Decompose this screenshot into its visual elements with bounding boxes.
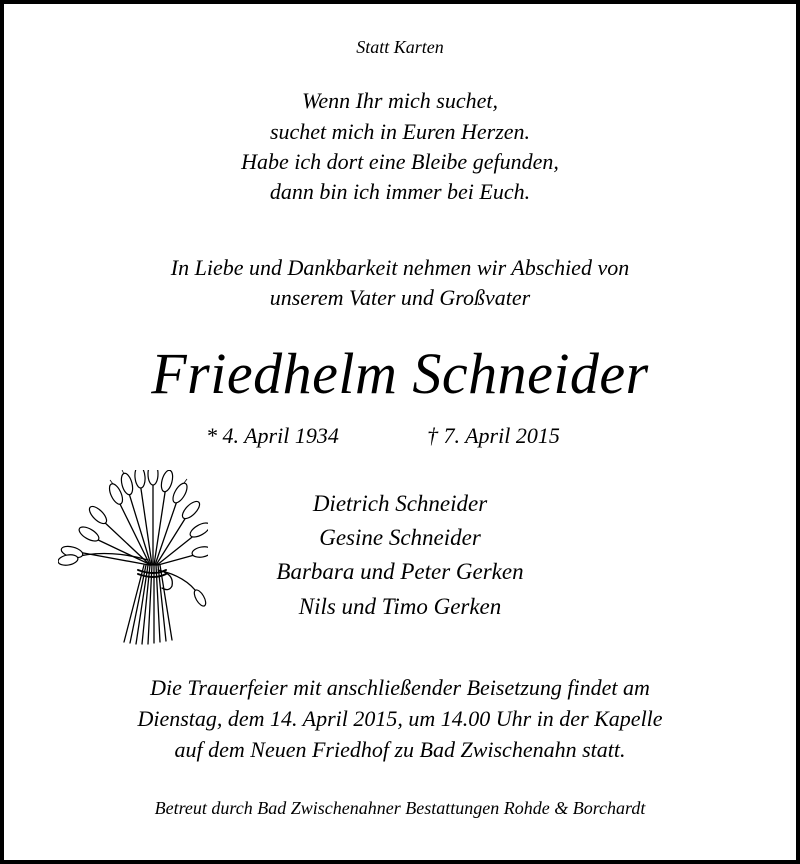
intro-line-2: unserem Vater und Großvater bbox=[269, 285, 531, 310]
service-line-2: Dienstag, dem 14. April 2015, um 14.00 Uhr in der Kapelle bbox=[137, 706, 663, 731]
service-line-3: auf dem Neuen Friedhof zu Bad Zwischenahn statt. bbox=[174, 737, 626, 762]
service-line-1: Die Trauerfeier mit anschließender Beisetzung findet am bbox=[150, 675, 650, 700]
poem-line-4: dann bin ich immer bei Euch. bbox=[269, 179, 531, 204]
poem-line-3: Habe ich dort eine Bleibe gefunden, bbox=[241, 149, 559, 174]
birth-date: * 4. April 1934 bbox=[206, 423, 339, 448]
death-date: † 7. April 2015 bbox=[427, 423, 560, 448]
mourner-4: Nils und Timo Gerken bbox=[298, 594, 502, 619]
mourner-3: Barbara und Peter Gerken bbox=[276, 559, 524, 584]
poem-line-2: suchet mich in Euren Herzen. bbox=[269, 119, 531, 144]
deceased-name: Friedhelm Schneider bbox=[151, 341, 649, 406]
intro-line-1: In Liebe und Dankbarkeit nehmen wir Abschied von bbox=[170, 255, 630, 280]
footer-text: Betreut durch Bad Zwischenahner Bestattungen Rohde & Borchardt bbox=[154, 798, 646, 818]
mourner-1: Dietrich Schneider bbox=[312, 491, 488, 516]
header-text: Statt Karten bbox=[356, 37, 444, 57]
poem-line-1: Wenn Ihr mich suchet, bbox=[302, 88, 498, 113]
mourner-2: Gesine Schneider bbox=[319, 525, 481, 550]
